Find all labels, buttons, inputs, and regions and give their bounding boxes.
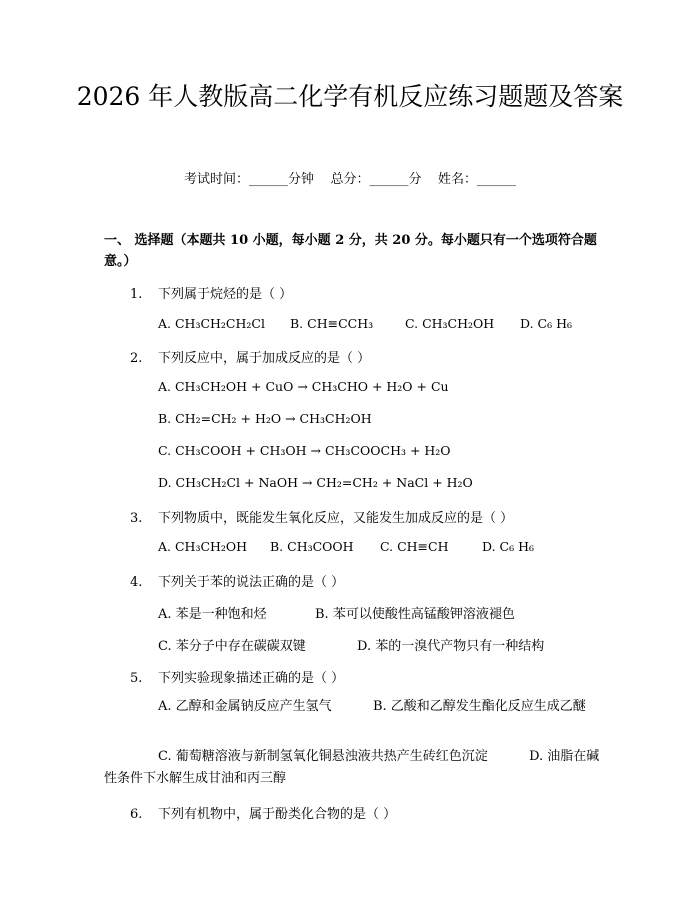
document-title: 2026 年人教版高二化学有机反应练习题题及答案 [76, 82, 624, 111]
question-text: 下列反应中，属于加成反应的是（ ） [158, 351, 371, 366]
question-number: 5. [130, 671, 143, 686]
q1-option-a: A. CH₃CH₂CH₂Cl [158, 316, 265, 331]
q4-option-b: B. 苯可以使酸性高锰酸钾溶液褪色 [315, 607, 515, 622]
q4-option-d: D. 苯的一溴代产物只有一种结构 [357, 639, 545, 654]
question-number: 4. [130, 575, 143, 590]
question-1 [130, 283, 292, 302]
question-6 [130, 803, 396, 822]
q2-option-c: C. CH₃COOH + CH₃OH → CH₃COOCH₃ + H₂O [158, 443, 451, 458]
question-text: 下列有机物中，属于酚类化合物的是（ ） [158, 807, 397, 822]
q1-option-c: C. CH₃CH₂OH [405, 316, 495, 331]
q2-option-b: B. CH₂=CH₂ + H₂O → CH₃CH₂OH [158, 411, 372, 426]
q4-option-a: A. 苯是一种饱和烃 [158, 607, 267, 622]
question-2 [130, 347, 370, 366]
question-text: 下列物质中，既能发生氧化反应，又能发生加成反应的是（ ） [158, 511, 514, 526]
question-3 [130, 507, 513, 526]
question-number: 2. [130, 351, 143, 366]
q3-option-a: A. CH₃CH₂OH [158, 539, 248, 554]
question-text: 下列关于苯的说法正确的是（ ） [158, 575, 345, 590]
q4-option-c: C. 苯分子中存在碳碳双键 [158, 639, 306, 654]
exam-meta: 考试时间：______分钟 总分：______分 姓名：______ [183, 172, 517, 187]
q3-option-c: C. CH≡CH [380, 539, 449, 554]
q3-option-b: B. CH₃COOH [270, 539, 354, 554]
question-number: 6. [130, 807, 143, 822]
q3-option-d: D. C₆ H₆ [482, 539, 534, 554]
q5-options-cd: C. 葡萄糖溶液与新制氢氧化铜悬浊液共热产生砖红色沉淀 D. 油脂在碱性条件下水解生成甘油和丙三醇 [104, 749, 600, 786]
q1-option-b: B. CH≡CCH₃ [290, 316, 374, 331]
q5-options-ab: A. 乙醇和金属钠反应产生氢气 B. 乙酸和乙醇发生酯化反应生成乙醚 [158, 699, 586, 714]
q1-option-d: D. C₆ H₆ [520, 316, 572, 331]
question-number: 1. [130, 287, 143, 302]
question-5 [130, 667, 344, 686]
question-text: 下列实验现象描述正确的是（ ） [158, 671, 345, 686]
question-text: 下列属于烷烃的是（ ） [158, 287, 293, 302]
q2-option-d: D. CH₃CH₂Cl + NaOH → CH₂=CH₂ + NaCl + H₂O [158, 475, 473, 490]
question-4 [130, 571, 344, 590]
q2-option-a: A. CH₃CH₂OH + CuO → CH₃CHO + H₂O + Cu [158, 379, 449, 394]
section-heading: 一、 选择题（本题共 10 小题，每小题 2 分，共 20 分。每小题只有一个选项符合题意。） [104, 233, 597, 269]
question-number: 3. [130, 511, 143, 526]
